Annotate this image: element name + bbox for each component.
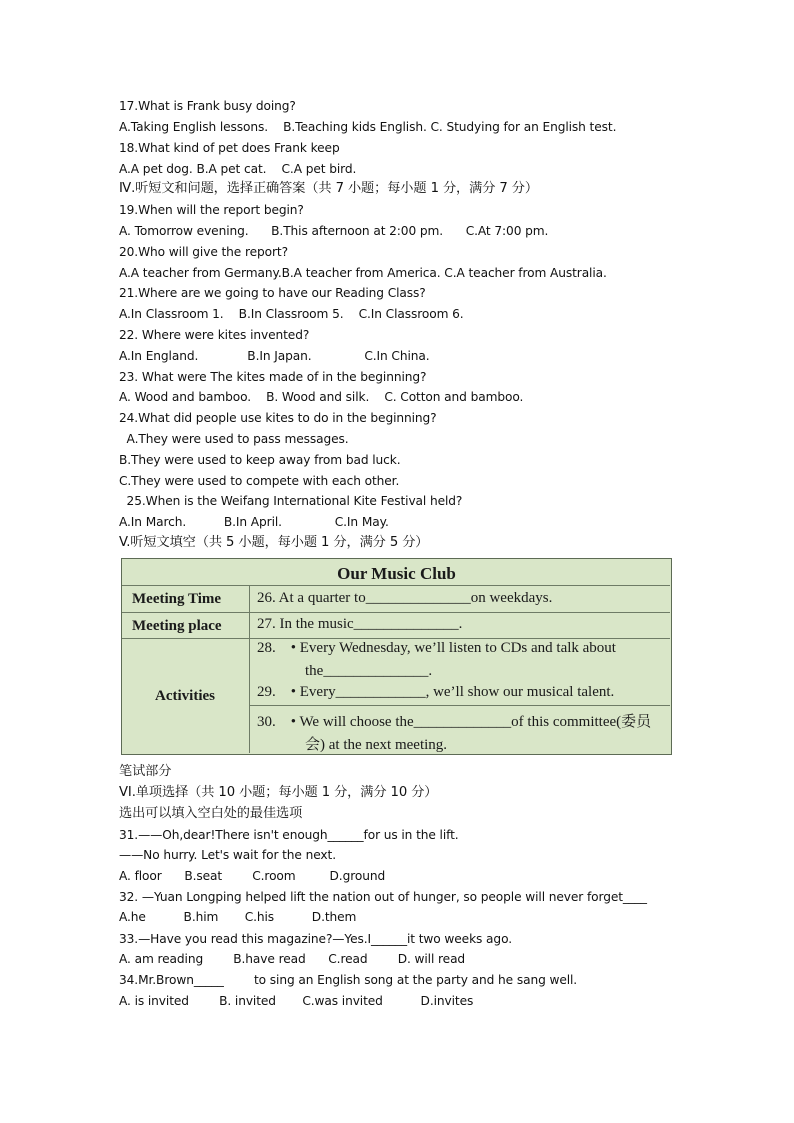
question-19: 19.When will the report begin?: [119, 203, 304, 217]
activities-label: Activities: [155, 688, 215, 704]
question-18: 18.What kind of pet does Frank keep: [119, 141, 340, 155]
options-23: A. Wood and bamboo. B. Wood and silk. C. Cotton and bamboo.: [119, 390, 524, 404]
question-20: 20.Who will give the report?: [119, 245, 288, 259]
written-part-heading: 笔试部分: [119, 764, 172, 779]
options-18: A.A pet dog. B.A pet cat. C.A pet bird.: [119, 162, 357, 176]
activity-28-line1: 28. • Every Wednesday, we’ll listen to CDs and talk about: [257, 640, 616, 656]
question-31-reply: ——No hurry. Let's wait for the next.: [119, 848, 336, 862]
question-24: 24.What did people use kites to do in the beginning?: [119, 411, 437, 425]
activity-30-line1: 30. • We will choose the_____________of this committee(委员: [257, 714, 652, 730]
table-rule: [122, 638, 670, 639]
table-rule: [122, 612, 670, 613]
table-rule: [249, 705, 670, 706]
activity-28-line2: the______________.: [305, 663, 433, 679]
section-vi-instruction: 选出可以填入空白处的最佳选项: [119, 806, 303, 821]
activity-29: 29. • Every____________, we’ll show our musical talent.: [257, 684, 615, 700]
options-20: A.A teacher from Germany.B.A teacher from America. C.A teacher from Australia.: [119, 266, 607, 280]
meeting-place-label: Meeting place: [132, 618, 222, 634]
section-vi-heading: VI.单项选择（共 10 小题；每小题 1 分，满分 10 分）: [119, 785, 438, 800]
option-24a: A.They were used to pass messages.: [119, 432, 349, 446]
meeting-place-blank: 27. In the music______________.: [257, 616, 463, 632]
table-column-divider: [249, 585, 250, 753]
section-iv-heading: Ⅳ.听短文和问题，选择正确答案（共 7 小题；每小题 1 分，满分 7 分）: [119, 181, 538, 196]
music-club-table: [121, 558, 672, 755]
options-22: A.In England. B.In Japan. C.In China.: [119, 349, 430, 363]
options-25: A.In March. B.In April. C.In May.: [119, 515, 389, 529]
option-24c: C.They were used to compete with each other.: [119, 474, 400, 488]
table-rule: [122, 585, 670, 586]
question-25: 25.When is the Weifang International Kite Festival held?: [119, 494, 463, 508]
question-23: 23. What were The kites made of in the beginning?: [119, 370, 427, 384]
options-33: A. am reading B.have read C.read D. will read: [119, 952, 466, 966]
option-24b: B.They were used to keep away from bad luck.: [119, 453, 401, 467]
options-34: A. is invited B. invited C.was invited D.invites: [119, 994, 474, 1008]
question-31: 31.——Oh,dear!There isn't enough______for us in the lift.: [119, 828, 459, 842]
question-32: 32. —Yuan Longping helped lift the nation out of hunger, so people will never forget____: [119, 890, 647, 904]
meeting-time-label: Meeting Time: [132, 591, 222, 607]
options-31: A. floor B.seat C.room D.ground: [119, 869, 386, 883]
options-19: A. Tomorrow evening. B.This afternoon at 2:00 pm. C.At 7:00 pm.: [119, 224, 549, 238]
meeting-time-blank: 26. At a quarter to______________on weekdays.: [257, 590, 553, 606]
activity-30-line2: 会) at the next meeting.: [305, 737, 448, 753]
table-title: Our Music Club: [337, 564, 456, 583]
options-32: A.he B.him C.his D.them: [119, 910, 357, 924]
options-17: A.Taking English lessons. B.Teaching kids English. C. Studying for an English test.: [119, 120, 617, 134]
question-34: 34.Mr.Brown_____ to sing an English song at the party and he sang well.: [119, 973, 578, 987]
question-21: 21.Where are we going to have our Reading Class?: [119, 286, 426, 300]
options-21: A.In Classroom 1. B.In Classroom 5. C.In Classroom 6.: [119, 307, 464, 321]
section-v-heading: V.听短文填空（共 5 小题，每小题 1 分，满分 5 分）: [119, 535, 429, 550]
question-17: 17.What is Frank busy doing?: [119, 99, 296, 113]
question-33: 33.—Have you read this magazine?—Yes.I______it two weeks ago.: [119, 932, 512, 946]
question-22: 22. Where were kites invented?: [119, 328, 310, 342]
